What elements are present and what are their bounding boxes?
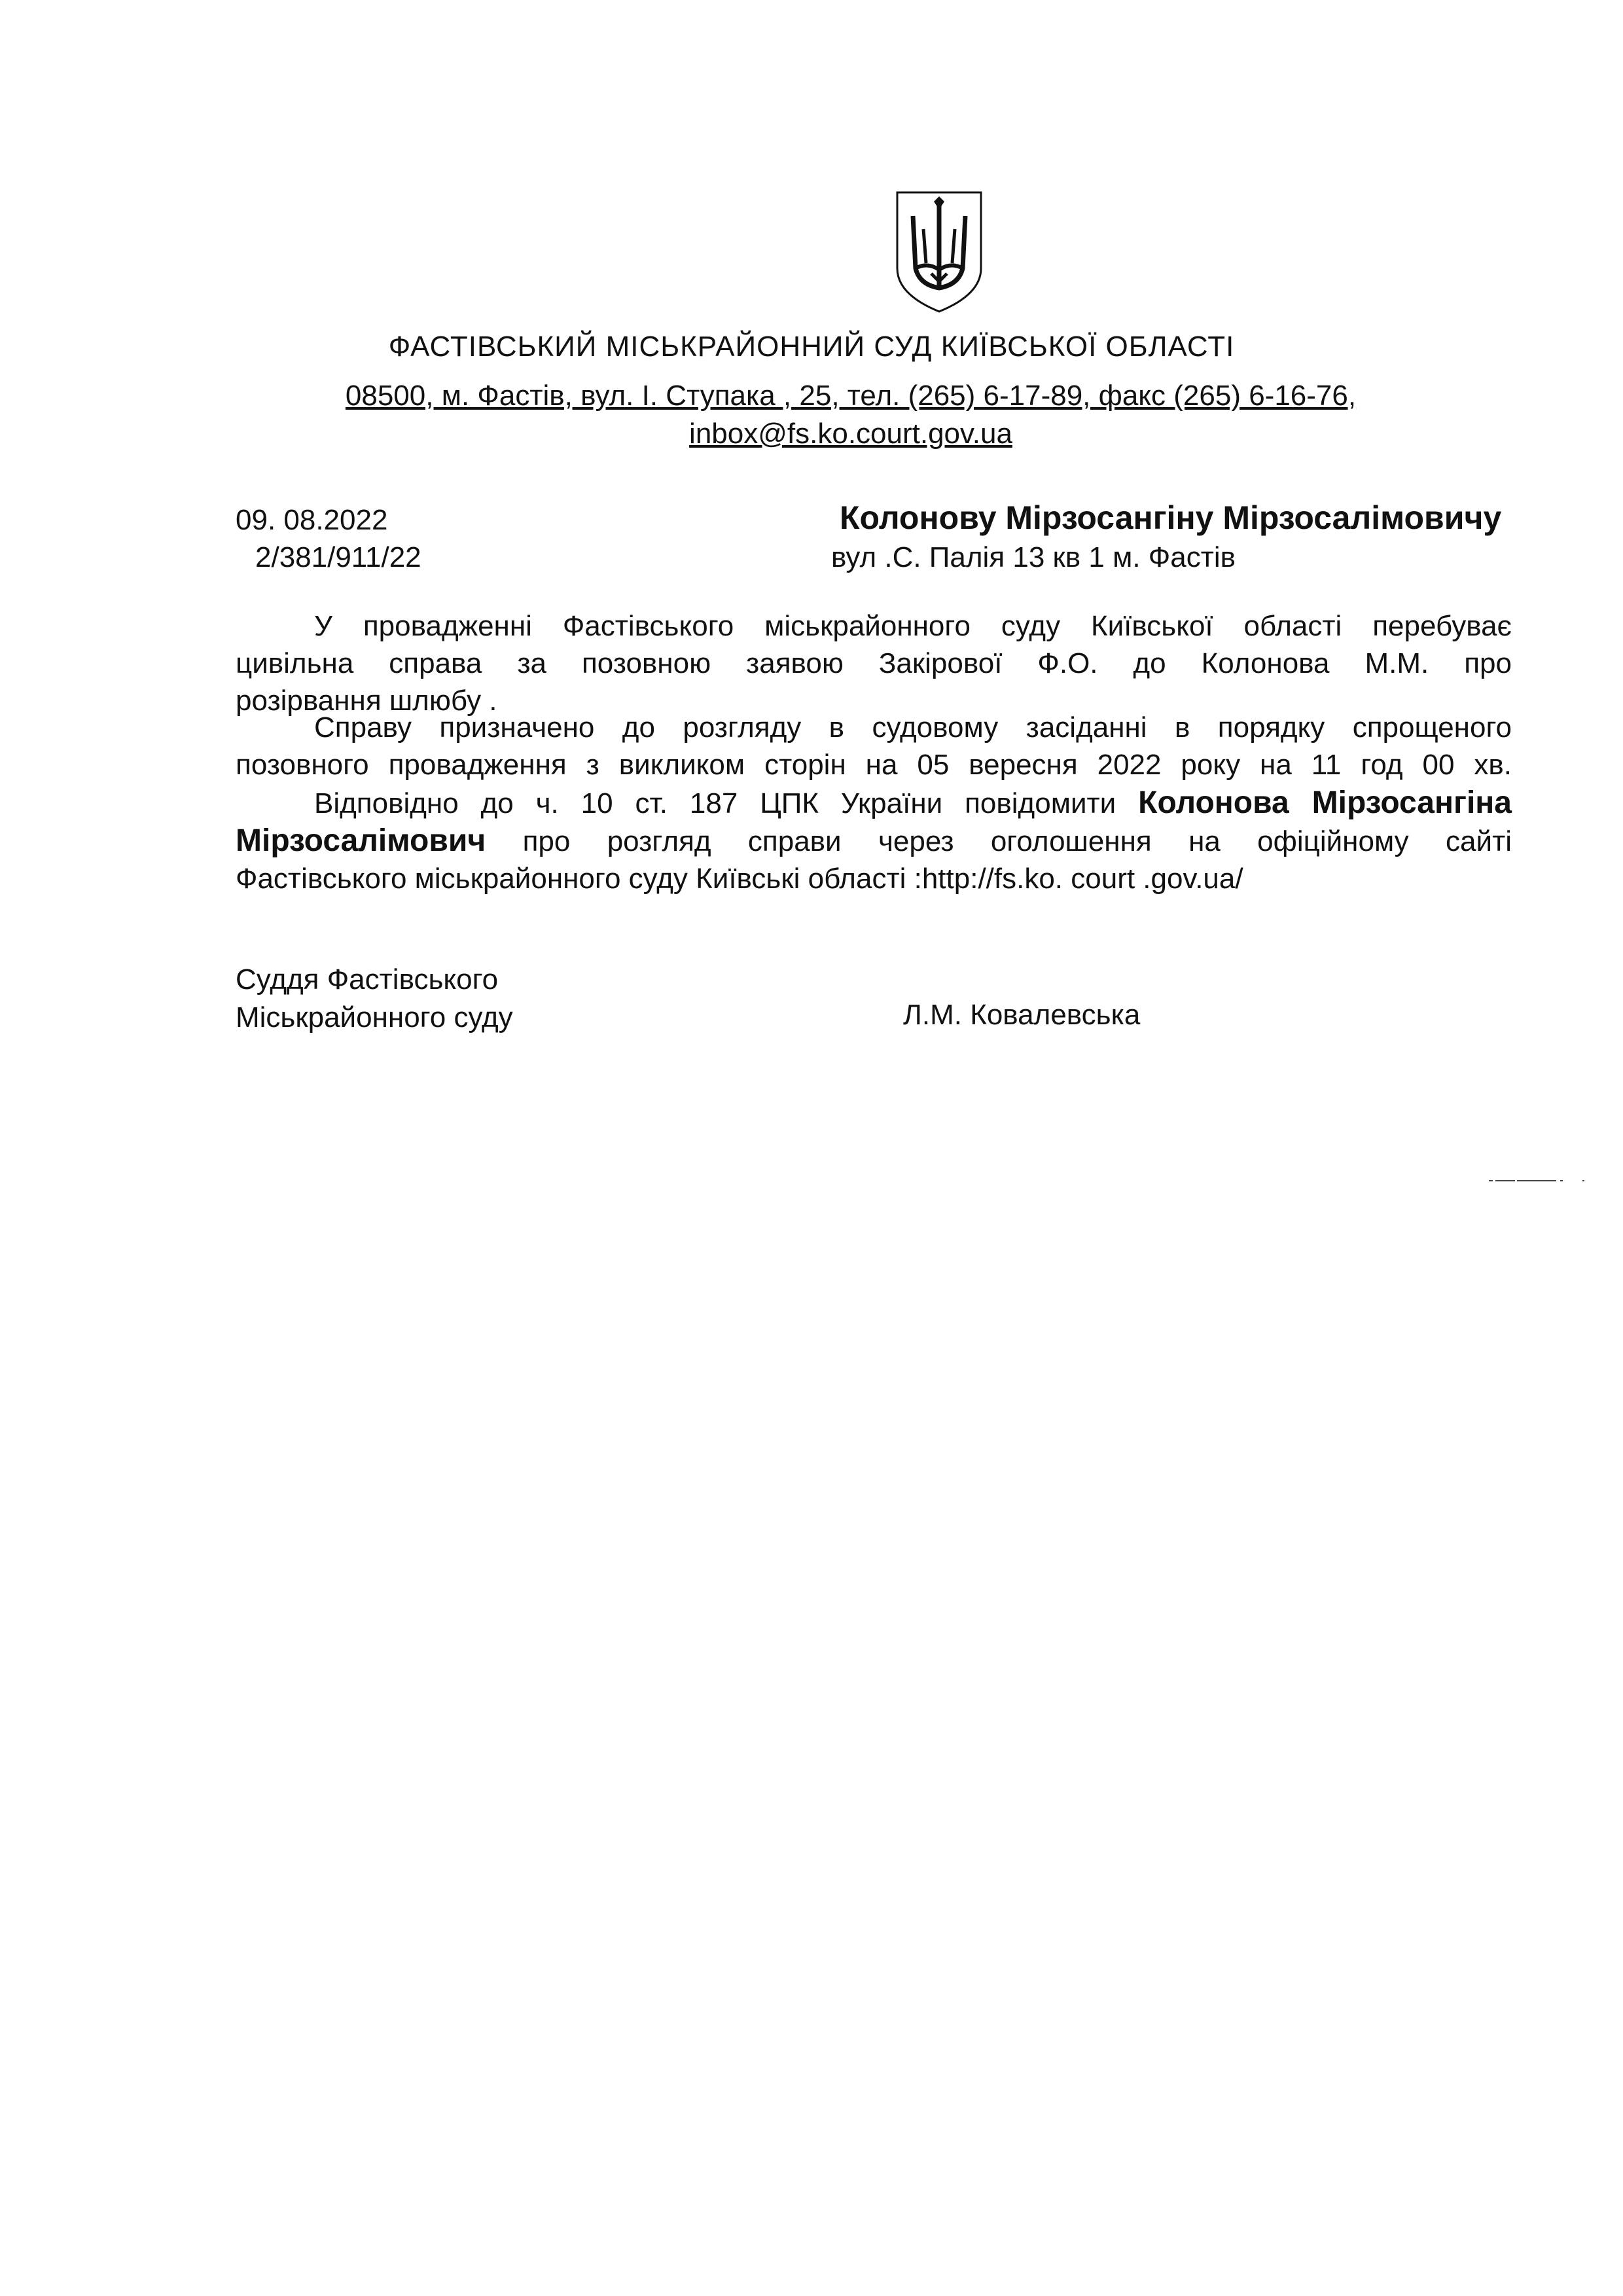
notification-text: про розгляд справи через оголошення на офіційному сайті [486,825,1512,857]
judge-title-line: Суддя Фастівського [236,963,499,996]
paragraph-line: У провадженні Фастівського міськрайонного суду Київської області перебуває [314,610,1512,642]
scan-artifact-line [1489,1179,1607,1182]
paragraph-line: позовного провадження з викликом сторін на 05 вересня 2022 року на 11 год 00 хв. [236,749,1512,781]
judge-name: Л.М. Ковалевська [903,999,1141,1031]
judge-title [236,961,513,1037]
paragraph-line: Справу призначено до розгляду в судовому засіданні в порядку спрощеного [314,711,1512,744]
paragraph-line: розірвання шлюбу . [236,685,497,717]
paragraph-hearing [236,709,1512,783]
court-address: 08500, м. Фастів, вул. І. Ступака , 25, тел. (265) 6-17-89, факс (265) 6-16-76, [345,380,1357,412]
defendant-patronymic: Мірзосалімович [236,823,486,858]
recipient-address: вул .С. Палія 13 кв 1 м. Фастів [831,541,1236,573]
court-name: ФАСТІВСЬКИЙ МІСЬКРАЙОННИЙ СУД КИЇВСЬКОЇ ОБЛАСТІ [388,331,1235,363]
paragraph-line: цивільна справа за позовною заявою Закірової Ф.О. до Колонова М.М. про [236,647,1512,679]
paragraph-line [236,822,1512,860]
notification-text: Відповідно до ч. 10 ст. 187 ЦПК України повідомити [314,787,1139,819]
recipient-name: Колонову Мірзосангіну Мірзосалімовичу [840,499,1502,536]
paragraph-proceedings [236,607,1512,719]
court-email: inbox@fs.ko.court.gov.ua [689,418,1012,450]
paragraph-line [236,784,1512,822]
case-number: 2/381/911/22 [255,541,421,573]
judge-title-line: Міськрайонного суду [236,1001,513,1033]
paragraph-notification [236,784,1512,897]
paragraph-line: Фастівського міськрайонного суду Київські області :http://fs.ko. court .gov.ua/ [236,863,1243,895]
document-date: 09. 08.2022 [236,504,388,536]
defendant-name: Колонова Мірзосангіна [1138,785,1512,820]
coat-of-arms-icon [893,190,985,314]
